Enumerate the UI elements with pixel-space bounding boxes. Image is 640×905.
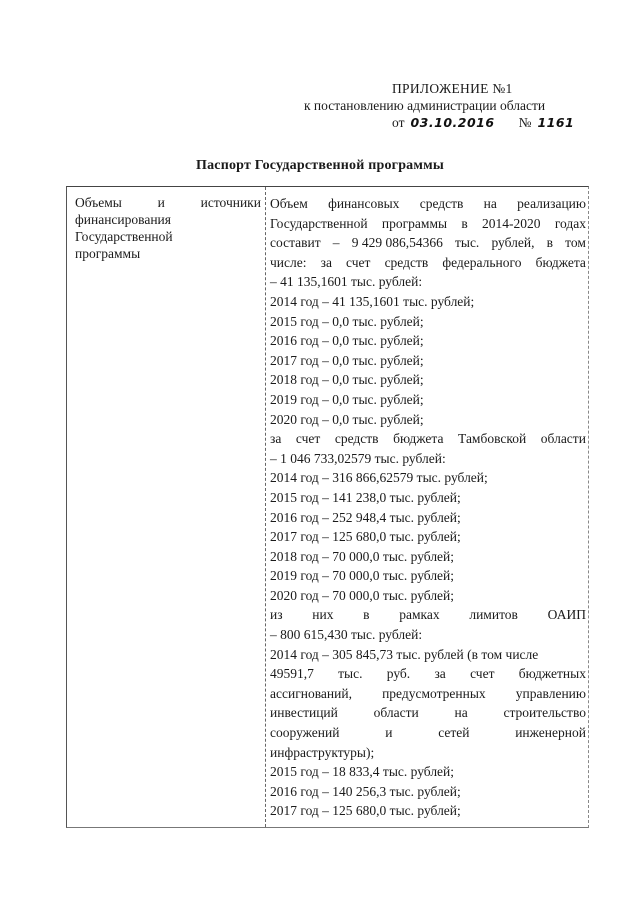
value-line: 2014 год – 41 135,1601 тыс. рублей; bbox=[270, 293, 475, 309]
from-prefix: от bbox=[392, 115, 405, 130]
value-line bbox=[270, 429, 586, 449]
value-word: федерального bbox=[442, 254, 522, 270]
value-line: 2017 год – 125 680,0 тыс. рублей; bbox=[270, 803, 461, 819]
value-word: бюджета bbox=[535, 254, 586, 270]
label-word: Объемы bbox=[75, 195, 122, 210]
value-line bbox=[270, 703, 586, 723]
number-prefix: № bbox=[518, 115, 532, 130]
decree-date-number bbox=[300, 114, 580, 131]
value-word: в bbox=[363, 607, 370, 623]
value-word: тыс. bbox=[338, 666, 363, 682]
value-word: инвестиций bbox=[270, 705, 338, 721]
value-word: за bbox=[434, 666, 446, 682]
value-word: счет bbox=[470, 666, 495, 682]
value-word: том bbox=[565, 235, 586, 251]
value-word: счет bbox=[295, 431, 321, 447]
appendix-label: ПРИЛОЖЕНИЕ №1 bbox=[392, 81, 513, 96]
value-line: 2016 год – 0,0 тыс. рублей; bbox=[270, 333, 424, 349]
value-word: тыс. bbox=[454, 235, 480, 251]
value-line: 2017 год – 0,0 тыс. рублей; bbox=[270, 352, 424, 368]
value-word: рамках bbox=[399, 607, 440, 623]
value-word: инженерной bbox=[515, 725, 586, 741]
value-word: из bbox=[270, 607, 283, 623]
value-line: 2019 год – 0,0 тыс. рублей; bbox=[270, 391, 424, 407]
value-word: сетей bbox=[438, 725, 470, 741]
value-word: Тамбовской bbox=[458, 431, 527, 447]
value-line: 2015 год – 0,0 тыс. рублей; bbox=[270, 313, 424, 329]
value-word: счет bbox=[346, 254, 371, 270]
value-line bbox=[270, 194, 586, 214]
decree-label: к постановлению администрации области bbox=[304, 98, 546, 113]
value-word: – bbox=[332, 235, 340, 251]
value-word: 49591,7 bbox=[270, 666, 314, 682]
label-line-2: финансирования bbox=[75, 212, 171, 227]
passport-table bbox=[66, 186, 589, 828]
label-line-4: программы bbox=[75, 246, 141, 261]
label-word: и bbox=[157, 195, 165, 210]
value-line: 2019 год – 70 000,0 тыс. рублей; bbox=[270, 568, 455, 584]
value-word: на bbox=[454, 705, 468, 721]
value-word: на bbox=[483, 196, 497, 211]
value-word: них bbox=[312, 607, 334, 623]
value-word: средств bbox=[334, 431, 379, 447]
value-line bbox=[270, 684, 586, 704]
value-word: строительство bbox=[503, 705, 586, 721]
value-word: области bbox=[540, 431, 586, 447]
value-word: управлению bbox=[515, 685, 586, 701]
value-word: финансовых bbox=[328, 196, 400, 211]
value-word: рублей, bbox=[491, 235, 535, 251]
value-line: 2016 год – 140 256,3 тыс. рублей; bbox=[270, 783, 461, 799]
value-word: средств bbox=[419, 196, 464, 211]
value-word: реализацию bbox=[517, 196, 586, 211]
value-word: 9 429 086,54366 bbox=[351, 235, 443, 251]
value-line bbox=[270, 664, 586, 684]
value-line: 2014 год – 316 866,62579 тыс. рублей; bbox=[270, 470, 488, 486]
value-line: 2014 год – 305 845,73 тыс. рублей (в том числе bbox=[270, 646, 539, 662]
value-word: области bbox=[373, 705, 419, 721]
value-word: ОАИП bbox=[547, 607, 586, 623]
value-line: инфраструктуры); bbox=[270, 744, 375, 760]
value-line: 2020 год – 0,0 тыс. рублей; bbox=[270, 411, 424, 427]
table-cell-value bbox=[270, 194, 586, 821]
value-word: за bbox=[270, 431, 282, 447]
value-line bbox=[270, 723, 586, 743]
column-divider bbox=[265, 187, 266, 827]
value-line: 2015 год – 141 238,0 тыс. рублей; bbox=[270, 489, 461, 505]
value-word: за bbox=[320, 254, 332, 270]
value-word: составит bbox=[270, 235, 321, 251]
value-line: – 800 615,430 тыс. рублей: bbox=[270, 627, 423, 643]
value-word: предусмотренных bbox=[382, 685, 486, 701]
value-word: числе: bbox=[270, 254, 307, 270]
value-word: в bbox=[546, 235, 554, 251]
value-line: 2018 год – 0,0 тыс. рублей; bbox=[270, 372, 424, 388]
value-word: годах bbox=[554, 215, 586, 231]
label-line-3: Государственной bbox=[75, 229, 173, 244]
value-word: Государственной bbox=[270, 215, 368, 231]
value-line: 2018 год – 70 000,0 тыс. рублей; bbox=[270, 548, 455, 564]
label-line-1 bbox=[75, 194, 261, 211]
value-word: руб. bbox=[386, 666, 411, 682]
value-word: средств bbox=[384, 254, 429, 270]
value-word: ассигнований, bbox=[270, 685, 352, 701]
value-line bbox=[270, 214, 586, 234]
value-line bbox=[270, 233, 586, 253]
handwritten-number: 1161 bbox=[537, 115, 575, 130]
page-title: Паспорт Государственной программы bbox=[195, 158, 444, 173]
table-cell-label bbox=[75, 194, 261, 262]
value-word: программы bbox=[381, 215, 448, 231]
value-line: – 41 135,1601 тыс. рублей: bbox=[270, 274, 423, 290]
value-line: 2016 год – 252 948,4 тыс. рублей; bbox=[270, 509, 461, 525]
value-word: в bbox=[461, 215, 468, 231]
value-line bbox=[270, 605, 586, 625]
value-word: сооружений bbox=[270, 725, 340, 741]
value-line bbox=[270, 253, 586, 273]
value-line: 2017 год – 125 680,0 тыс. рублей; bbox=[270, 529, 461, 545]
value-word: 2014-2020 bbox=[482, 215, 541, 231]
value-word: бюджетных bbox=[518, 666, 586, 682]
value-line: – 1 046 733,02579 тыс. рублей: bbox=[270, 450, 446, 466]
handwritten-date: 03.10.2016 bbox=[410, 115, 495, 130]
value-word: и bbox=[385, 725, 393, 741]
value-word: Объем bbox=[270, 196, 308, 211]
value-word: лимитов bbox=[469, 607, 518, 623]
label-word: источники bbox=[200, 195, 261, 210]
value-line: 2015 год – 18 833,4 тыс. рублей; bbox=[270, 764, 455, 780]
value-word: бюджета bbox=[393, 431, 444, 447]
appendix-header bbox=[300, 80, 580, 131]
value-line: 2020 год – 70 000,0 тыс. рублей; bbox=[270, 587, 455, 603]
